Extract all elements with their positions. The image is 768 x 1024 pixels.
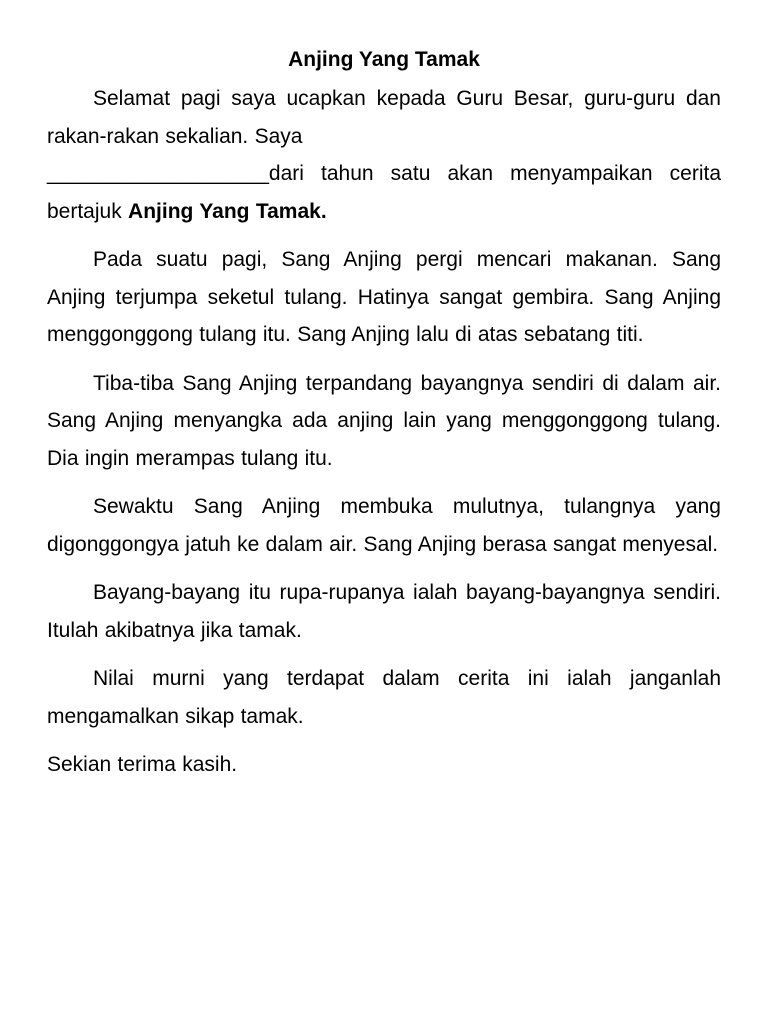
name-blank-line: ___________________	[47, 162, 269, 185]
intro-text-end: dari tahun satu akan menyampaikan cerita bertajuk	[47, 162, 721, 223]
paragraph-intro	[47, 80, 721, 230]
document-title: Anjing Yang Tamak	[288, 48, 480, 71]
document-page	[47, 44, 721, 795]
paragraph-4: Bayang-bayang itu rupa-rupanya ialah bayang-bayangnya sendiri. Itulah akibatnya jika tamak.	[47, 581, 721, 642]
closing-line: Sekian terima kasih.	[47, 753, 238, 776]
paragraph-3: Sewaktu Sang Anjing membuka mulutnya, tulangnya yang digonggongya jatuh ke dalam air. Sang Anjing berasa sangat menyesal.	[47, 495, 721, 556]
intro-text-start: Selamat pagi saya ucapkan kepada Guru Besar, guru-guru dan rakan-rakan sekalian. Saya	[47, 87, 721, 148]
paragraph-2: Tiba-tiba Sang Anjing terpandang bayangnya sendiri di dalam air. Sang Anjing menyangka ada anjing lain yang menggonggong tulang. Dia ingin merampas tulang itu.	[47, 371, 721, 470]
intro-story-title: Anjing Yang Tamak.	[128, 199, 327, 223]
paragraph-5: Nilai murni yang terdapat dalam cerita ini ialah janganlah mengamalkan sikap tamak.	[47, 667, 721, 728]
paragraph-1: Pada suatu pagi, Sang Anjing pergi mencari makanan. Sang Anjing terjumpa seketul tulang. Hatinya sangat gembira. Sang Anjing menggonggong tulang itu. Sang Anjing lalu di atas sebatang titi.	[47, 248, 721, 346]
